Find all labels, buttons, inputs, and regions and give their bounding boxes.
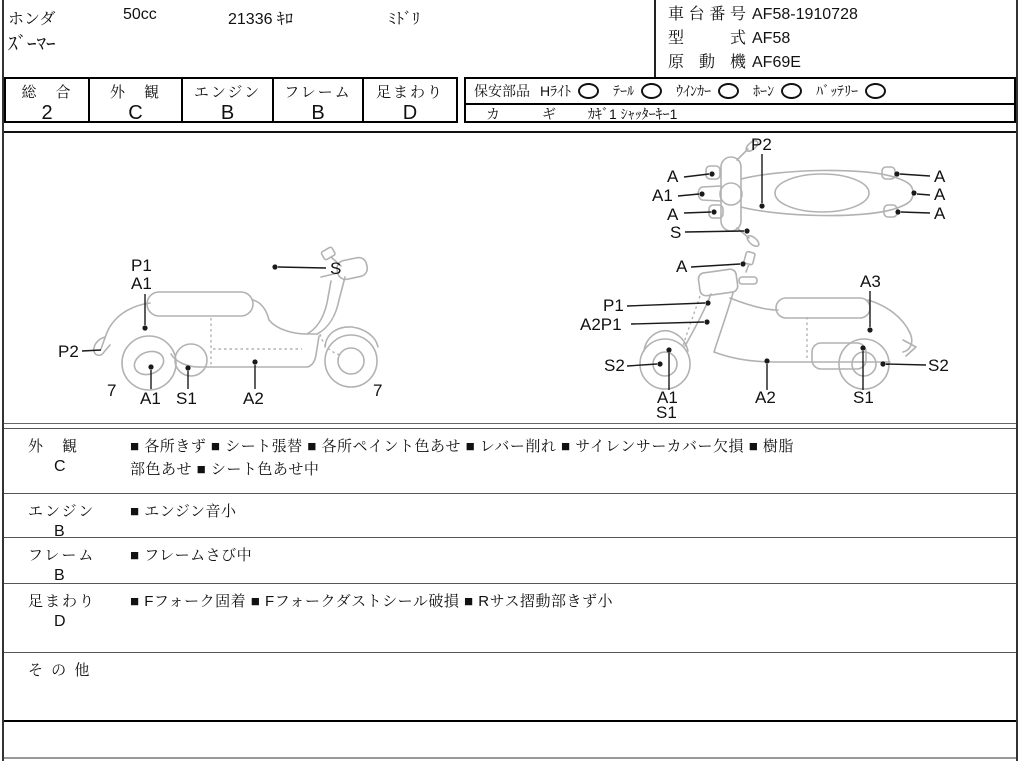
svg-text:P1: P1 — [131, 256, 152, 275]
svg-text:A: A — [934, 185, 946, 204]
row-engine — [2, 493, 1016, 540]
status-circle-icon — [865, 83, 886, 99]
safety-part-taillight: ﾃｰﾙ — [613, 81, 662, 101]
svg-text:A: A — [934, 204, 946, 223]
grade-label-exterior: 外 観 — [109, 84, 161, 101]
row-footer-empty — [2, 720, 1016, 757]
model-name: ｽﾞｰﾏｰ — [8, 34, 56, 55]
grade-cell-engine — [181, 77, 274, 123]
sheet-bottom-border — [2, 757, 1016, 759]
row-other-label: そ の 他 — [28, 662, 92, 679]
row-frame — [2, 537, 1016, 583]
key-value: ｶｷﾞ1 ｼｬｯﾀｰｷｰ1 — [588, 106, 678, 122]
grade-label-engine: エンジン — [193, 84, 262, 101]
svg-text:P2: P2 — [58, 342, 79, 361]
row-undercarriage-label: 足まわり — [28, 593, 97, 610]
safety-part-horn: ﾎｰﾝ — [753, 81, 802, 101]
grade-value-engine: B — [220, 102, 235, 124]
row-frame-label: フレーム — [28, 547, 96, 564]
scooter-diagram-svg — [2, 133, 1016, 423]
engine-code-label: 原 動 機 — [668, 54, 746, 71]
engine-code-value: AF69E — [752, 54, 801, 71]
damage-diagram — [2, 131, 1016, 424]
safety-parts-row — [466, 79, 1014, 105]
row-exterior — [2, 428, 1016, 493]
row-engine-comments: ■ エンジン音小 — [130, 503, 237, 520]
engine-code-row — [668, 51, 858, 75]
diagram-labels — [58, 135, 949, 422]
svg-text:A3: A3 — [860, 272, 881, 291]
chassis-number-label: 車台番号 — [668, 6, 746, 23]
status-circle-icon — [641, 83, 662, 99]
status-circle-icon — [718, 83, 739, 99]
scooter-side-view-right-seams — [683, 296, 807, 361]
row-undercarriage-grade: D — [54, 613, 66, 630]
svg-text:A: A — [667, 205, 679, 224]
grade-value-frame: B — [311, 102, 325, 124]
header-divider — [654, 0, 656, 77]
svg-text:P2: P2 — [751, 135, 772, 154]
grade-label-overall: 総 合 — [21, 84, 73, 101]
key-label: カ ギ — [486, 106, 570, 122]
maker-name: ホンダ — [8, 11, 56, 28]
row-engine-label: エンジン — [28, 503, 96, 520]
grade-table — [4, 77, 458, 123]
svg-text:P1: P1 — [603, 296, 624, 315]
svg-text:A2: A2 — [243, 389, 264, 408]
svg-text:7: 7 — [107, 381, 117, 400]
svg-text:A1: A1 — [657, 388, 678, 407]
body-color: ﾐﾄﾞﾘ — [388, 11, 421, 28]
svg-text:A2: A2 — [755, 388, 776, 407]
vehicle-id-block — [668, 3, 858, 75]
grade-value-overall: 2 — [41, 102, 53, 124]
model-code-value: AF58 — [752, 30, 791, 47]
grade-value-exterior: C — [128, 102, 143, 124]
svg-text:A1: A1 — [131, 274, 152, 293]
row-other-comments — [130, 653, 1016, 720]
svg-text:S1: S1 — [656, 403, 677, 422]
svg-text:S2: S2 — [928, 356, 949, 375]
svg-text:7: 7 — [373, 381, 383, 400]
row-exterior-comments: ■ 各所きず ■ シート張替 ■ 各所ペイント色あせ ■ レバー削れ ■ サイレンサーカバー欠損 ■ 樹脂 部色あせ ■ シート色あせ中 — [130, 438, 794, 478]
safety-parts-box — [464, 77, 1016, 123]
svg-text:A1: A1 — [652, 186, 673, 205]
row-undercarriage — [2, 583, 1016, 652]
svg-text:A: A — [667, 167, 679, 186]
svg-text:S: S — [330, 259, 342, 278]
model-code-row — [668, 27, 858, 51]
engine-cc: 50cc — [123, 6, 157, 23]
row-exterior-label: 外 観 — [28, 438, 80, 455]
svg-text:S: S — [670, 223, 682, 242]
key-row — [466, 105, 1014, 123]
svg-text:A: A — [676, 257, 688, 276]
row-undercarriage-comments: ■ Fフォーク固着 ■ Fフォークダストシール破損 ■ Rサス摺動部きず小 — [130, 593, 613, 610]
grade-cell-exterior — [88, 77, 183, 123]
grade-cell-undercarriage — [362, 77, 458, 123]
status-circle-icon — [578, 83, 599, 99]
grade-label-undercarriage: 足まわり — [375, 84, 444, 101]
grade-label-frame: フレーム — [284, 84, 352, 101]
row-exterior-grade: C — [54, 458, 66, 475]
svg-text:S1: S1 — [853, 388, 874, 407]
row-frame-grade: B — [54, 567, 65, 584]
chassis-number-value: AF58-1910728 — [752, 6, 858, 23]
grade-cell-overall — [4, 77, 90, 123]
row-engine-grade: B — [54, 523, 65, 540]
chassis-number-row — [668, 3, 858, 27]
safety-part-battery: ﾊﾞｯﾃﾘｰ — [816, 81, 886, 101]
row-frame-comments: ■ フレームさび中 — [130, 547, 253, 564]
safety-parts-title: 保安部品 — [474, 83, 530, 99]
safety-part-headlight: Hﾗｲﾄ — [540, 81, 599, 101]
mileage: 21336 ｷﾛ — [228, 11, 293, 28]
grade-cell-frame — [272, 77, 364, 123]
status-circle-icon — [781, 83, 802, 99]
svg-text:A2P1: A2P1 — [580, 315, 622, 334]
row-other — [2, 652, 1016, 720]
svg-text:S2: S2 — [604, 356, 625, 375]
model-code-label: 型 式 — [668, 30, 746, 47]
grade-value-undercarriage: D — [402, 102, 418, 124]
svg-text:A1: A1 — [140, 389, 161, 408]
svg-text:A: A — [934, 167, 946, 186]
safety-part-winker: ｳｲﾝｶｰ — [676, 81, 739, 101]
svg-text:S1: S1 — [176, 389, 197, 408]
